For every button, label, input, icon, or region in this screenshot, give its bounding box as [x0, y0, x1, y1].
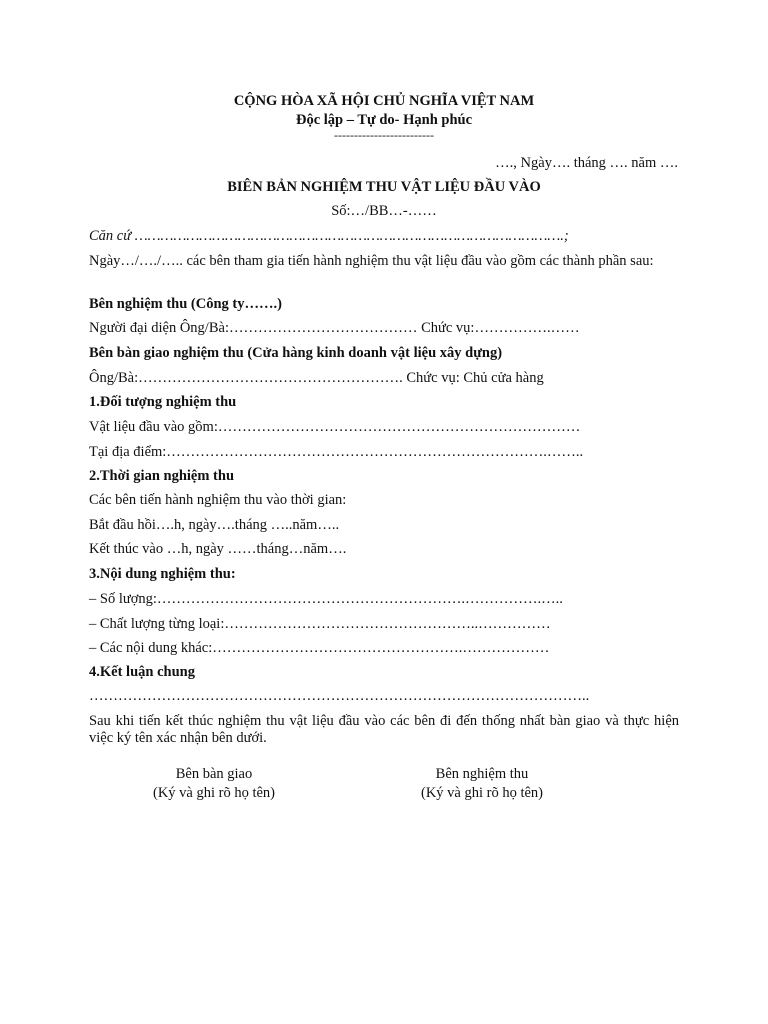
signature-left-note: (Ký và ghi rõ họ tên) [152, 785, 275, 801]
party-b-heading: Bên bàn giao nghiệm thu (Cửa hàng kinh doanh vật liệu xây dựng) [89, 345, 503, 361]
signature-right [382, 765, 582, 803]
signature-left-title: Bên bàn giao [175, 766, 253, 782]
document-title: BIÊN BẢN NGHIỆM THU VẬT LIỆU ĐẦU VÀO [227, 179, 541, 195]
section-2-heading: 2.Thời gian nghiệm thu [89, 468, 235, 484]
section-1-location: Tại địa điểm:…………………………………………………………………….…….. [89, 444, 584, 460]
country-header: CỘNG HÒA XÃ HỘI CHỦ NGHĨA VIỆT NAM [233, 93, 535, 109]
closing-paragraph: Sau khi tiến kết thúc nghiệm thu vật liệu đầu vào các bên đi đến thống nhất bàn giao và thực hiện việc ký tên xác nhận bên dưới. [89, 713, 679, 746]
party-a-heading: Bên nghiệm thu (Công ty…….) [89, 296, 282, 312]
section-2-intro: Các bên tiến hành nghiệm thu vào thời gian: [89, 492, 347, 508]
document-number: Số:…/BB…-…… [331, 203, 437, 219]
section-4-conclusion: ………………………………………………………………………………………….. [89, 688, 590, 704]
section-3-heading: 3.Nội dung nghiệm thu: [89, 566, 236, 582]
party-a-representative: Người đại diện Ông/Bà:………………………………… Chức vụ:…………….…… [89, 320, 580, 336]
signature-right-title: Bên nghiệm thu [435, 766, 529, 782]
intro-paragraph: Ngày…/…./….. các bên tham gia tiến hành nghiệm thu vật liệu đầu vào gồm các thành phần sau: [89, 253, 654, 269]
section-1-materials: Vật liệu đầu vào gồm:………………………………………………………………… [89, 419, 581, 435]
section-2-start: Bắt đầu hồi….h, ngày….tháng …..năm….. [89, 517, 340, 533]
basis-line: Căn cứ ……………………………………………………………………………………….; [89, 228, 569, 244]
section-3-other: – Các nội dung khác:…………………………………………….……………… [89, 640, 550, 656]
section-3-quantity: – Số lượng:……………………………………………………….…………….….. [89, 591, 563, 607]
section-2-end: Kết thúc vào …h, ngày ……tháng…năm…. [89, 541, 347, 557]
signature-right-note: (Ký và ghi rõ họ tên) [420, 785, 543, 801]
party-b-representative: Ông/Bà:………………………………………………. Chức vụ: Chủ cửa hàng [89, 370, 544, 386]
motto: Độc lập – Tự do- Hạnh phúc [295, 112, 473, 128]
date-line: …., Ngày…. tháng …. năm …. [495, 155, 678, 171]
section-1-heading: 1.Đối tượng nghiệm thu [89, 394, 237, 410]
section-4-heading: 4.Kết luận chung [89, 664, 195, 680]
section-3-quality: – Chất lượng từng loại:……………………………………………..…………… [89, 616, 551, 632]
signature-left [114, 765, 314, 803]
header-divider: ------------------------- [334, 128, 434, 142]
